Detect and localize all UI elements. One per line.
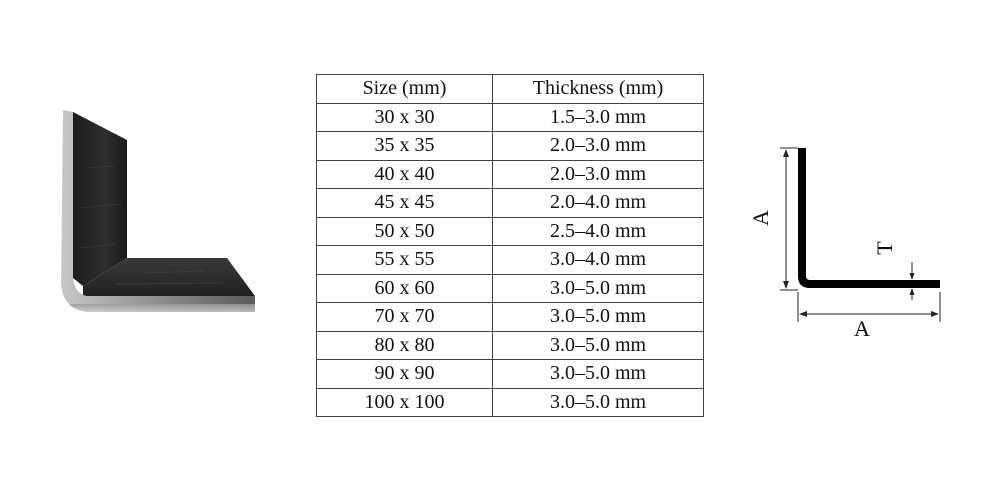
column-header-size: Size (mm) [317,75,493,104]
size-cell: 80 x 80 [317,331,493,360]
size-cell: 55 x 55 [317,246,493,275]
thickness-cell: 3.0–4.0 mm [493,246,704,275]
size-cell: 90 x 90 [317,360,493,389]
thickness-cell: 3.0–5.0 mm [493,388,704,417]
size-cell: 60 x 60 [317,274,493,303]
thickness-cell: 3.0–5.0 mm [493,303,704,332]
size-cell: 40 x 40 [317,160,493,189]
table-row [317,246,704,275]
thickness-cell: 1.5–3.0 mm [493,103,704,132]
size-cell: 100 x 100 [317,388,493,417]
steel-angle-photo [55,108,260,318]
table-row [317,103,704,132]
table-row [317,303,704,332]
thickness-cell: 2.0–3.0 mm [493,160,704,189]
size-cell: 35 x 35 [317,132,493,161]
size-cell: 70 x 70 [317,303,493,332]
table-row [317,331,704,360]
angle-profile-shape [798,148,940,288]
thickness-cell: 3.0–5.0 mm [493,274,704,303]
table-row [317,160,704,189]
spec-table [316,74,704,417]
size-cell: 50 x 50 [317,217,493,246]
thickness-cell: 2.0–3.0 mm [493,132,704,161]
size-cell: 30 x 30 [317,103,493,132]
thickness-cell: 2.0–4.0 mm [493,189,704,218]
thickness-label: T [872,241,897,255]
angle-dimension-diagram [740,140,950,350]
horizontal-dimension-label: A [854,316,870,341]
column-header-thickness: Thickness (mm) [493,75,704,104]
table-row [317,189,704,218]
vertical-dimension [780,148,798,290]
table-row [317,388,704,417]
table-row [317,360,704,389]
table-row [317,274,704,303]
size-cell: 45 x 45 [317,189,493,218]
table-row [317,132,704,161]
thickness-cell: 3.0–5.0 mm [493,331,704,360]
thickness-cell: 2.5–4.0 mm [493,217,704,246]
vertical-dimension-label: A [748,210,773,226]
table-header-row [317,75,704,104]
thickness-cell: 3.0–5.0 mm [493,360,704,389]
table-row [317,217,704,246]
